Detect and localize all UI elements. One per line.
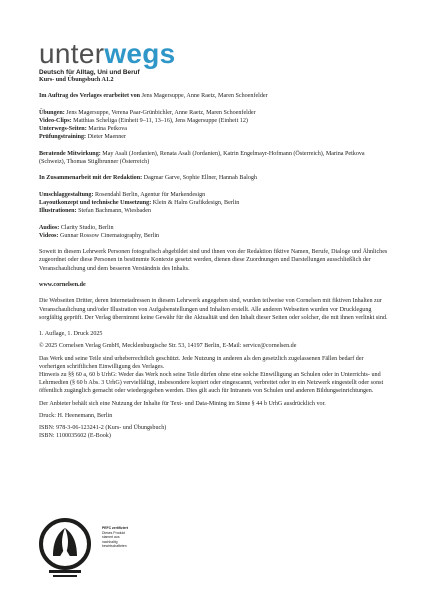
website-link[interactable]: www.cornelsen.de (39, 281, 86, 288)
legal-notice-urhg: Hinweis zu §§ 60 a, 60 b UrhG: Weder das Werk noch seine Teile dürfen ohne eine solche Einwilligung an Schulen oder in Unterrichts- und Lehrmedien (§ 60 b Abs. 3 UrhG) vervielfältigt, insbesondere kopiert oder eingescannt, verbreitet oder in ein Netzwerk eingestellt oder sonst öffentlich zugänglich gemacht oder wiedergegeben werden. Dies gilt auch für Intranets von Schulen und anderen Bildungseinrichtungen. (39, 371, 384, 395)
pefc-line: Dieses Produkt (102, 530, 125, 535)
logo-tagline: Deutsch für Alltag, Uni und Beruf (39, 69, 140, 76)
imprint-content (39, 76, 391, 440)
isbn-ebook: ISBN: 1100035602 (E-Book) (39, 433, 111, 440)
credit-cover-design: Umschlaggestaltung: Rosendahl Berlin, Agentur für Markendesign (39, 191, 206, 198)
pefc-caption (102, 526, 128, 549)
credit-exam-training: Prüfungstraining: Dieter Maenner (39, 134, 127, 141)
isbn-print: ISBN: 978-3-06-123241-2 (Kurs- und Übungsbuch) (39, 424, 167, 431)
pefc-title: PEFC zertifiziert (102, 526, 128, 530)
legal-notice: Das Werk und seine Teile sind urheberrechtlich geschützt. Jede Nutzung in anderen als den gesetzlich zugelassenen Fällen bedarf der vorherigen schriftlichen Einwilligung des Verlages. (39, 355, 364, 370)
commission-line: Im Auftrag des Verlages erarbeitet von Jens Magersuppe, Anne Raetz, Maren Schoenfelder (39, 93, 268, 100)
credit-layout: Layoutkonzept und technische Umsetzung: Klein & Halm Grafikdesign, Berlin (39, 199, 240, 206)
pefc-block (39, 518, 128, 582)
credit-audios: Audios: Clarity Studio, Berlin (39, 224, 114, 231)
credit-illustrations: Illustrationen: Stefan Bachmann, Wiesbaden (39, 208, 152, 215)
pefc-logo-icon (39, 518, 91, 582)
logo-word-wegs: wegs (104, 38, 176, 69)
credit-exercises: Übungen: Jens Magersuppe, Verena Paar-Grünbichler, Anne Raetz, Maren Schoenfelder (39, 109, 256, 116)
advisors-line: Beratende Mitwirkung: May Asali (Jordanien), Renata Asali (Jordanien), Katrin Engelmayr-Hofmann (Österreich), Marina Petkova (Schweiz), Thomas Stiglbrunner (Österreich) (39, 150, 365, 165)
logo-word-unter: unter (39, 38, 105, 69)
credit-videos: Videos: Gunnar Rossow Cinematography, Berlin (39, 232, 160, 239)
pefc-line: stammt aus (102, 535, 120, 540)
copyright-line: © 2025 Cornelsen Verlag GmbH, Mecklenburgische Str. 53, 14197 Berlin, E-Mail: service@cornelsen.de (39, 343, 297, 350)
edition-line: 1. Auflage, 1. Druck 2025 (39, 331, 103, 338)
book-title: Kurs- und Übungsbuch A1.2 (39, 77, 114, 83)
datamining-notice: Der Anbieter behält sich eine Nutzung der Inhalte für Text- und Data-Mining im Sinne § 44 b UrhG ausdrücklich vor. (39, 400, 326, 407)
editorial-line: In Zusammenarbeit mit der Redaktion: Dagmar Garve, Sophie Ellner, Hannah Balogh (39, 175, 257, 182)
logo-wordmark (39, 40, 176, 68)
disclaimer-web: Die Webseiten Dritter, deren Internetadressen in diesem Lehrwerk angegeben sind, wurden teilweise von Cornelsen mit fiktiven Inhalten zur Veranschaulichung und/oder Illustration von Aufgabenstellungen und Inhalten erstellt. Alle anderen Webseiten wurden vor Drucklegung sorgfältig geprüft. Der Verlag übernimmt keine Gewähr für die Aktualität und den Inhalt dieser Seiten oder solcher, die mit ihnen verlinkt sind. (39, 298, 388, 321)
pefc-line: nachhaltig (102, 539, 118, 544)
credit-unterwegs-pages: Unterwegs-Seiten: Marina Petkova (39, 126, 128, 133)
publisher-logo (39, 40, 176, 77)
pefc-line: bewirtschafteten (102, 544, 127, 549)
credit-video-clips: Video-Clips: Matthias Scheliga (Einheit 9–11, 13–16), Jens Magersuppe (Einheit 12) (39, 117, 248, 124)
printer-line: Druck: H. Heenemann, Berlin (39, 412, 113, 419)
disclaimer-persons: Soweit in diesem Lehrwerk Personen fotografisch abgebildet sind und ihnen von der Redaktion fiktive Namen, Berufe, Dialoge und Ähnliches zugeordnet oder diese Personen in bestimmte Kontexte gesetzt werden, dienen diese Zuordnungen und Darstellungen ausschließlich der Veranschaulichung und dem besseren Verständnis des Inhalts. (39, 249, 388, 272)
